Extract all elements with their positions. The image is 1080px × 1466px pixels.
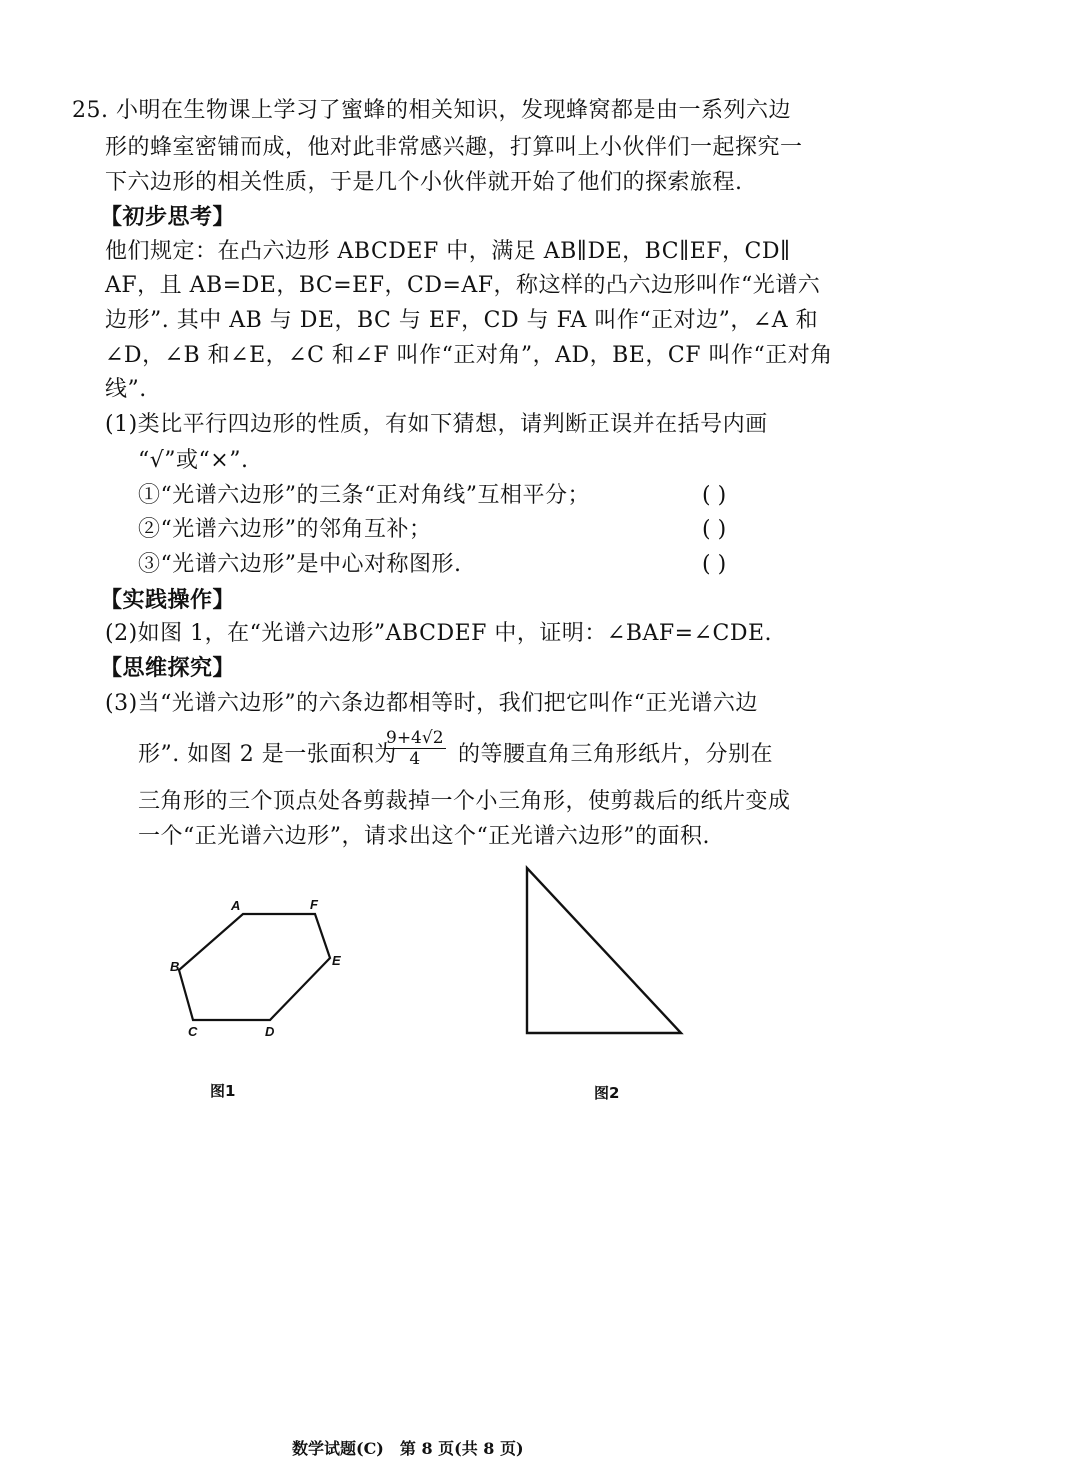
- definition-line-5: 线”.: [105, 377, 147, 402]
- q3-line-1: (3)当“光谱六边形”的六条边都相等时，我们把它叫作“正光谱六边: [105, 691, 758, 716]
- q1-line-1: (1)类比平行四边形的性质，有如下猜想，请判断正误并在括号内画: [105, 412, 768, 437]
- page-footer: 数学试题(C) 第 8 页(共 8 页): [292, 1439, 524, 1458]
- figure-1-caption: 图1: [210, 1082, 236, 1100]
- q2-text: (2)如图 1，在“光谱六边形”ABCDEF 中，证明：∠BAF=∠CDE.: [105, 621, 773, 646]
- definition-line-2: AF，且 AB=DE，BC=EF，CD=AF，称这样的凸六边形叫作“光谱六: [105, 273, 821, 298]
- conjecture-1: ①“光谱六边形”的三条“正对角线”互相平分；: [138, 483, 590, 508]
- vertex-label-e: E: [332, 953, 341, 968]
- section-title-practice: 【实践操作】: [100, 587, 236, 613]
- definition-line-3: 边形”. 其中 AB 与 DE，BC 与 EF，CD 与 FA 叫作“正对边”，∠A 和: [105, 308, 819, 333]
- vertex-label-c: C: [188, 1024, 198, 1039]
- vertex-label-a: A: [231, 898, 241, 913]
- vertex-label-b: B: [170, 959, 180, 974]
- answer-bracket-3[interactable]: ( ): [702, 552, 727, 577]
- figure-2-triangle: [520, 860, 690, 1040]
- intro-line-2: 形的蜂室密铺而成，他对此非常感兴趣，打算叫上小伙伴们一起探究一: [105, 135, 803, 160]
- fraction-numerator: 9+4√2: [386, 728, 444, 748]
- figure-2-caption: 图2: [594, 1084, 620, 1102]
- fraction-denominator: 4: [409, 749, 421, 769]
- area-fraction: [384, 728, 446, 769]
- definition-line-1: 他们规定：在凸六边形 ABCDEF 中，满足 AB∥DE，BC∥EF，CD∥: [105, 239, 791, 264]
- section-title-preliminary: 【初步思考】: [100, 204, 236, 230]
- conjecture-2: ②“光谱六边形”的邻角互补；: [138, 517, 432, 542]
- section-title-exploration: 【思维探究】: [100, 655, 236, 681]
- conjecture-3: ③“光谱六边形”是中心对称图形.: [138, 552, 462, 577]
- hexagon-shape: [179, 914, 330, 1020]
- definition-line-4: ∠D，∠B 和∠E，∠C 和∠F 叫作“正对角”，AD，BE，CF 叫作“正对角: [105, 343, 833, 368]
- q3-line-3: 三角形的三个顶点处各剪裁掉一个小三角形，使剪裁后的纸片变成: [138, 789, 791, 814]
- answer-bracket-2[interactable]: ( ): [702, 517, 727, 542]
- intro-line-3: 下六边形的相关性质，于是几个小伙伴就开始了他们的探索旅程.: [105, 170, 743, 195]
- vertex-label-f: F: [310, 897, 318, 912]
- answer-bracket-1[interactable]: ( ): [702, 483, 727, 508]
- q3-line-2-post: 的等腰直角三角形纸片，分别在: [458, 742, 774, 767]
- vertex-label-d: D: [265, 1024, 275, 1039]
- q1-line-2: “√”或“×”.: [138, 448, 249, 473]
- intro-line-1: 25. 小明在生物课上学习了蜜蜂的相关知识，发现蜂窝都是由一系列六边: [72, 98, 791, 123]
- figure-1-hexagon: [160, 890, 360, 1050]
- q3-line-4: 一个“正光谱六边形”，请求出这个“正光谱六边形”的面积.: [138, 824, 710, 849]
- triangle-shape: [527, 868, 681, 1033]
- q3-line-2-pre: 形”. 如图 2 是一张面积为: [138, 742, 397, 767]
